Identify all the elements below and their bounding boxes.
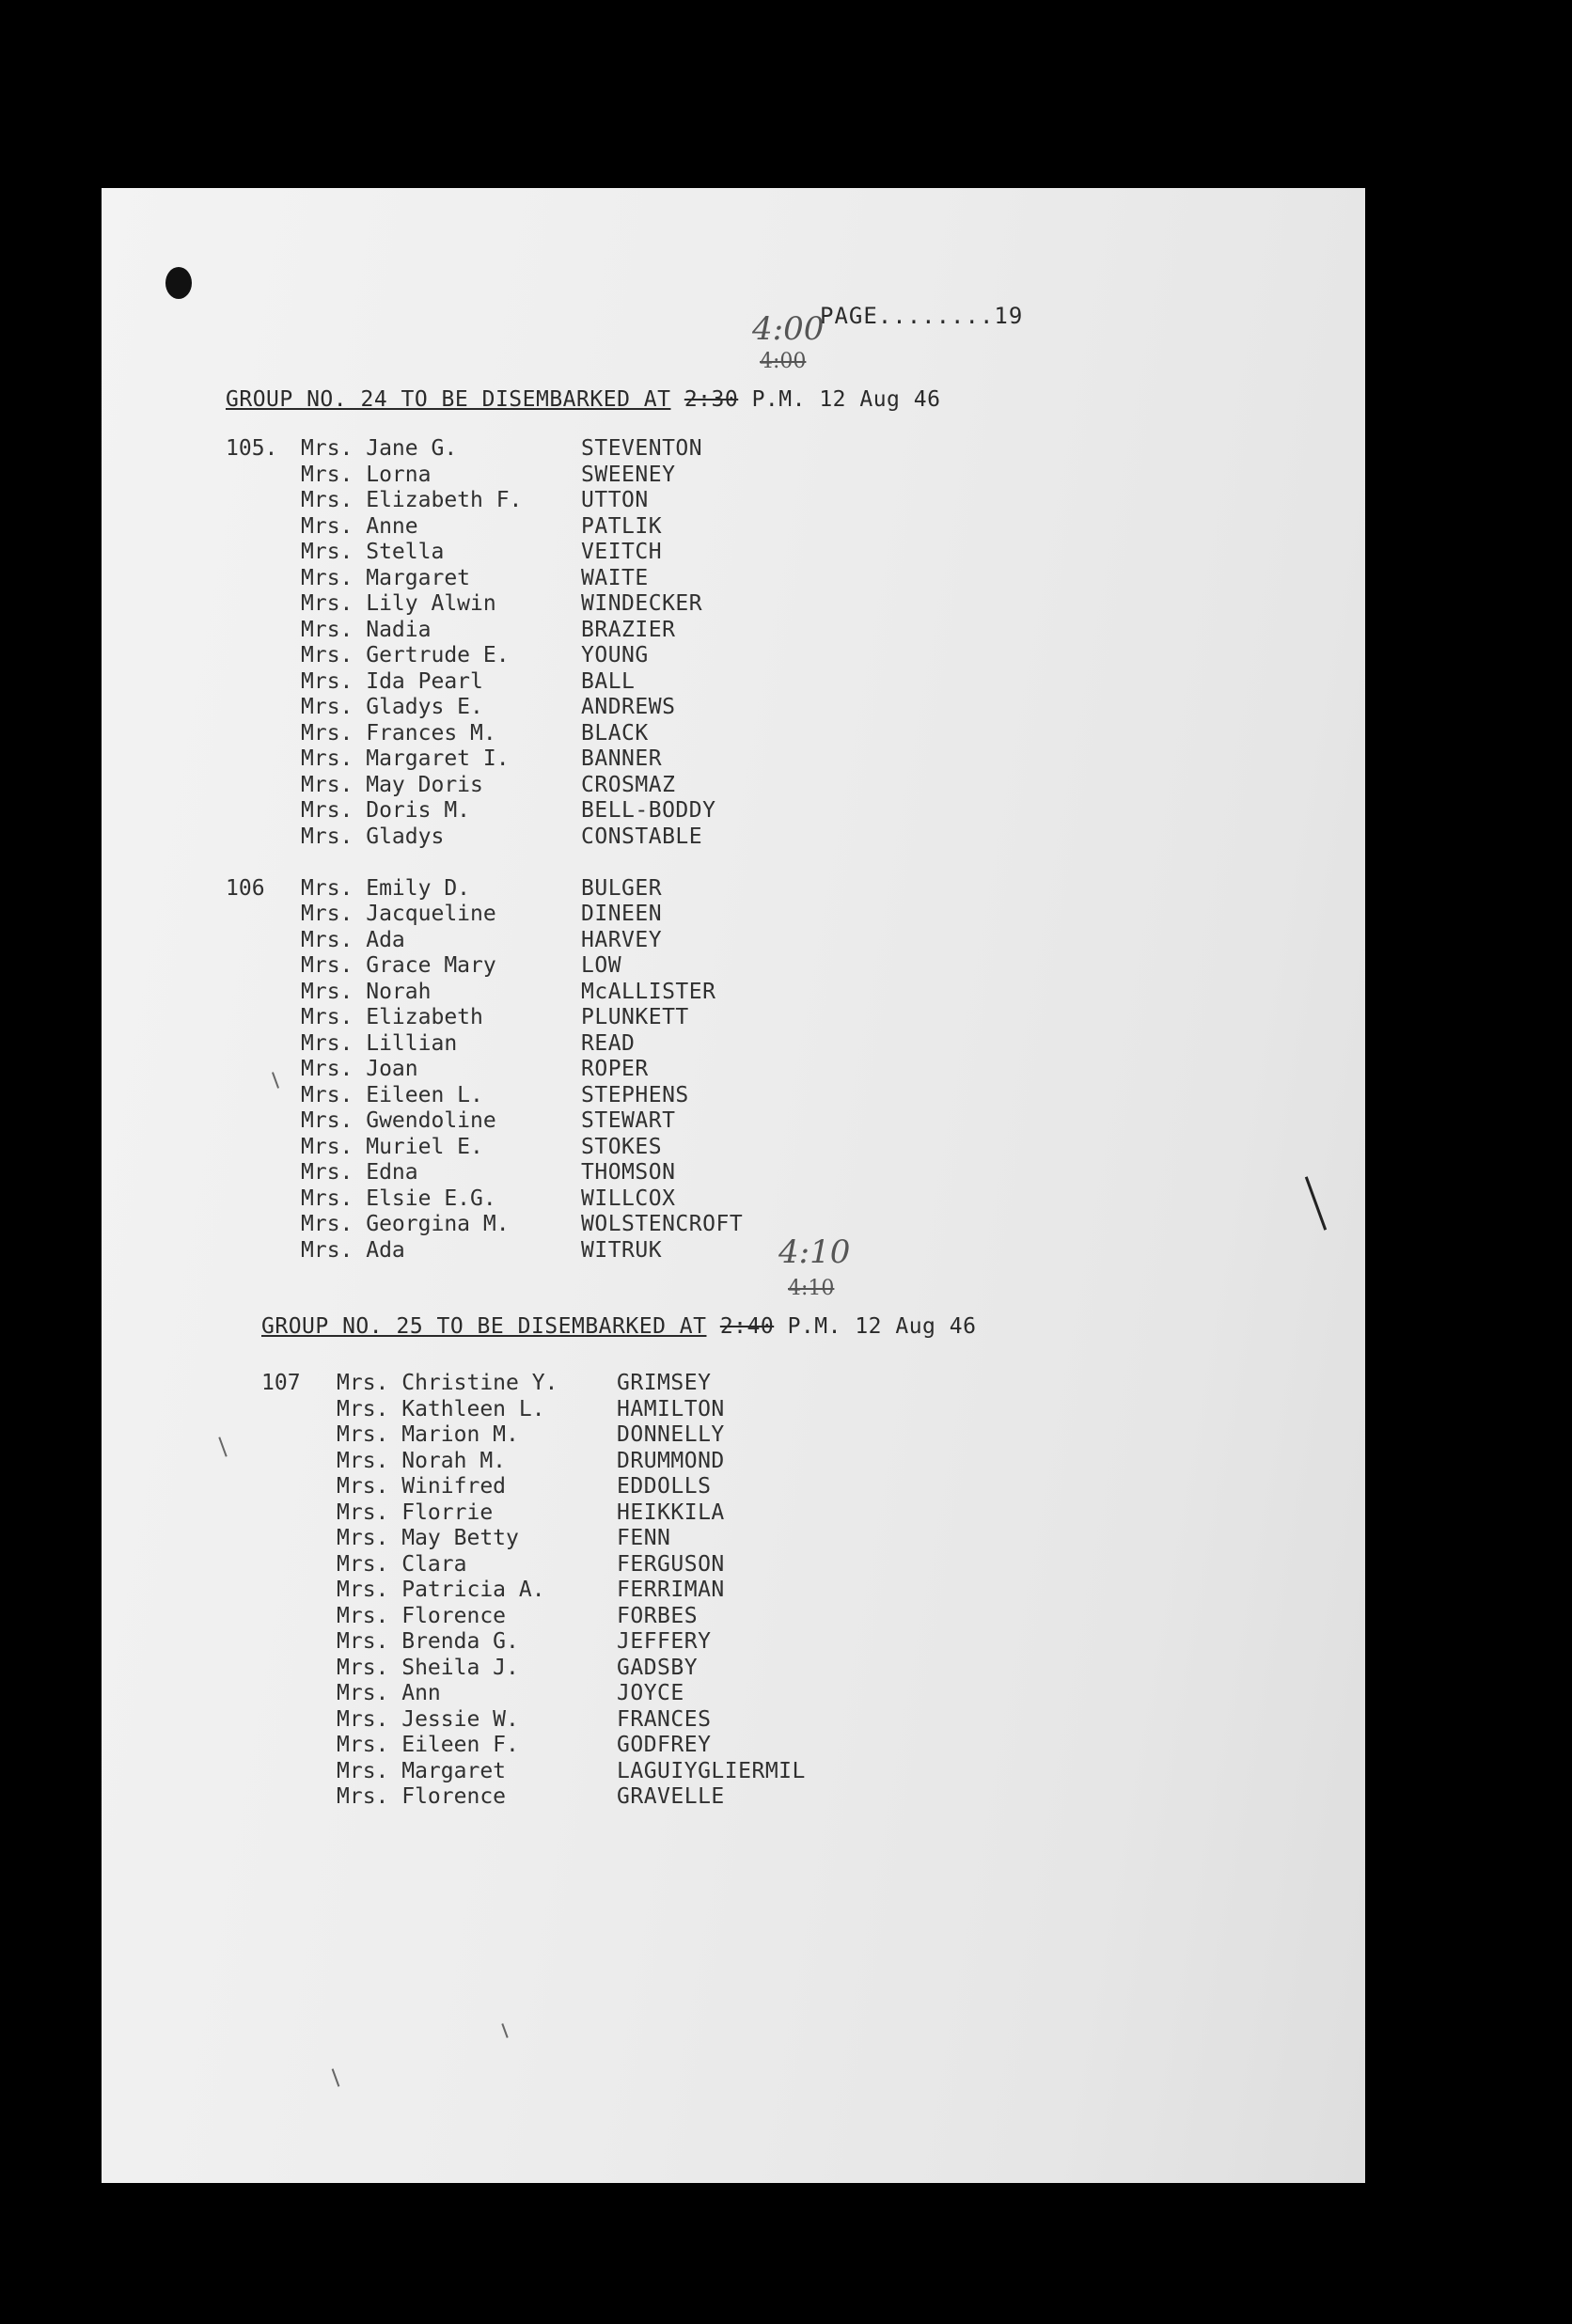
entry-surname: ROPER [581, 1057, 649, 1081]
list-item [261, 1449, 1014, 1475]
list-item [226, 928, 978, 954]
entry-surname: FRANCES [617, 1706, 712, 1732]
entry-given-name: Mrs. Muriel E. [301, 1134, 483, 1159]
list-item [226, 824, 978, 851]
entry-surname: STOKES [581, 1134, 663, 1159]
entry-surname: STEVENTON [581, 436, 703, 461]
entry-surname: FERGUSON [617, 1551, 725, 1577]
entry-surname: UTTON [581, 488, 649, 512]
list-item [261, 1552, 1014, 1578]
entry-surname: WILLCOX [581, 1186, 676, 1211]
list-item [261, 1371, 1014, 1397]
list-item [226, 669, 978, 696]
entry-given-name: Mrs. Georgina M. [301, 1212, 510, 1236]
entry-surname: DINEEN [581, 902, 663, 926]
entry-given-name: Mrs. Ann [337, 1681, 441, 1705]
list-item [226, 566, 978, 592]
entry-given-name: Mrs. Doris M. [301, 798, 471, 823]
list-item [226, 773, 978, 799]
list-item [226, 1057, 978, 1083]
entry-surname: GADSBY [617, 1655, 699, 1680]
entry-surname: GODFREY [617, 1733, 712, 1757]
list-item [226, 1108, 978, 1135]
group-heading-old-time: 2:40 [719, 1314, 775, 1339]
entry-number: 107 [261, 1371, 301, 1395]
entry-given-name: Mrs. Margaret [301, 565, 471, 590]
entry-given-name: Mrs. Joan [301, 1057, 418, 1081]
entry-surname: BELL-BODDY [581, 798, 716, 823]
entry-given-name: Mrs. Florrie [337, 1500, 494, 1525]
entry-given-name: Mrs. Grace Mary [301, 953, 496, 978]
list-item [226, 953, 978, 980]
punch-hole [165, 267, 192, 299]
list-item [226, 591, 978, 618]
entry-surname: BALL [581, 668, 636, 694]
group-heading-25 [261, 1314, 976, 1339]
entry-given-name: Mrs. Ida Pearl [301, 668, 483, 694]
entry-surname: THOMSON [581, 1160, 676, 1185]
list-item [261, 1397, 1014, 1423]
list-item [261, 1578, 1014, 1604]
entry-surname: FORBES [617, 1603, 699, 1628]
entry-surname: SWEENEY [581, 462, 676, 487]
entry-surname: FENN [617, 1526, 671, 1550]
entry-surname: BRAZIER [581, 617, 676, 642]
entry-given-name: Mrs. May Doris [301, 772, 483, 797]
list-item [226, 618, 978, 644]
group-heading-prefix: GROUP NO. 24 TO BE DISEMBARKED AT [226, 387, 671, 412]
list-item [226, 721, 978, 747]
group-heading-24 [226, 387, 940, 412]
entry-given-name: Mrs. Margaret I. [301, 746, 510, 771]
entry-surname: WINDECKER [581, 591, 703, 616]
entry-given-name: Mrs. Nadia [301, 617, 432, 642]
entry-surname: CROSMAZ [581, 772, 676, 797]
handwritten-time: 4:00 [752, 310, 825, 348]
entry-given-name: Mrs. Jane G. [301, 436, 458, 461]
entry-given-name: Mrs. Ada [301, 927, 405, 952]
entry-given-name: Mrs. Kathleen L. [337, 1396, 545, 1421]
list-item [261, 1656, 1014, 1682]
list-item [261, 1604, 1014, 1630]
list-item [226, 1212, 978, 1238]
entry-given-name: Mrs. Sheila J. [337, 1655, 519, 1680]
entry-surname: PATLIK [581, 513, 663, 539]
list-item [226, 436, 978, 463]
entry-surname: VEITCH [581, 540, 663, 564]
list-item [226, 1186, 978, 1213]
entry-given-name: Mrs. Lily Alwin [301, 591, 496, 616]
entry-surname: WAITE [581, 565, 649, 590]
entry-surname: McALLISTER [581, 979, 716, 1004]
entry-surname: STEWART [581, 1108, 676, 1133]
list-item [261, 1707, 1014, 1734]
list-item [226, 902, 978, 928]
list-item [226, 1083, 978, 1109]
entry-given-name: Mrs. May Betty [337, 1526, 519, 1550]
group-heading-prefix: GROUP NO. 25 TO BE DISEMBARKED AT [261, 1314, 707, 1339]
entry-given-name: Mrs. Clara [337, 1551, 467, 1577]
entry-given-name: Mrs. Lillian [301, 1030, 458, 1056]
list-item [226, 488, 978, 514]
list-item [226, 643, 978, 669]
list-item [261, 1422, 1014, 1449]
entry-given-name: Mrs. Christine Y. [337, 1371, 558, 1395]
list-item [226, 695, 978, 721]
entry-given-name: Mrs. Norah [301, 979, 432, 1004]
struck-time: 4:10 [788, 1277, 835, 1300]
entry-surname: HAMILTON [617, 1396, 725, 1421]
list-item [226, 463, 978, 489]
entry-surname: STEPHENS [581, 1082, 689, 1107]
list-item [226, 540, 978, 566]
entry-given-name: Mrs. Florence [337, 1784, 507, 1809]
page-number: PAGE........19 [820, 303, 1024, 329]
group-heading-old-time: 2:30 [684, 387, 739, 412]
entry-surname: PLUNKETT [581, 1005, 689, 1029]
entry-surname: EDDOLLS [617, 1474, 712, 1499]
entry-given-name: Mrs. Margaret [337, 1758, 507, 1783]
list-item [261, 1784, 1014, 1811]
list-item [226, 1135, 978, 1161]
list-item [226, 1031, 978, 1058]
entry-surname: YOUNG [581, 643, 649, 667]
list-item [261, 1500, 1014, 1527]
entry-given-name: Mrs. Emily D. [301, 875, 471, 901]
entry-surname: CONSTABLE [581, 824, 703, 849]
entry-given-name: Mrs. Gladys E. [301, 695, 483, 719]
list-item [261, 1629, 1014, 1656]
entry-given-name: Mrs. Eileen L. [301, 1082, 483, 1107]
group-heading-suffix: P.M. 12 Aug 46 [787, 1314, 977, 1339]
entry-given-name: Mrs. Jessie W. [337, 1706, 519, 1732]
entry-given-name: Mrs. Ada [301, 1237, 405, 1263]
entry-number: 106 [226, 875, 265, 901]
entry-list-group-24 [226, 436, 978, 1264]
list-item [261, 1526, 1014, 1552]
entry-given-name: Mrs. Lorna [301, 462, 432, 487]
entry-surname: JEFFERY [617, 1629, 712, 1654]
list-item [226, 1238, 978, 1264]
entry-surname: GRIMSEY [617, 1371, 712, 1395]
entry-surname: HEIKKILA [617, 1500, 725, 1525]
entry-given-name: Mrs. Jacqueline [301, 902, 496, 926]
entry-given-name: Mrs. Eileen F. [337, 1733, 519, 1757]
entry-surname: BULGER [581, 875, 663, 901]
entry-surname: DRUMMOND [617, 1448, 725, 1473]
list-item [261, 1759, 1014, 1785]
list-item [261, 1474, 1014, 1500]
entry-list-group-25 [261, 1371, 1014, 1811]
entry-surname: GRAVELLE [617, 1784, 725, 1809]
entry-surname: LOW [581, 953, 622, 978]
entry-given-name: Mrs. Norah M. [337, 1448, 507, 1473]
entry-given-name: Mrs. Gladys [301, 824, 445, 849]
list-item [226, 980, 978, 1006]
entry-surname: BANNER [581, 746, 663, 771]
entry-surname: DONNELLY [617, 1422, 725, 1447]
struck-time: 4:00 [760, 350, 807, 373]
entry-given-name: Mrs. Anne [301, 513, 418, 539]
entry-surname: READ [581, 1030, 636, 1056]
entry-given-name: Mrs. Winifred [337, 1474, 507, 1499]
list-item [226, 876, 978, 903]
list-item [226, 850, 978, 876]
entry-given-name: Mrs. Stella [301, 540, 445, 564]
entry-surname: WOLSTENCROFT [581, 1212, 744, 1236]
list-item [226, 1160, 978, 1186]
list-item [226, 514, 978, 541]
entry-given-name: Mrs. Gwendoline [301, 1108, 496, 1133]
handwritten-time: 4:10 [778, 1233, 851, 1271]
entry-surname: WITRUK [581, 1237, 663, 1263]
entry-surname: HARVEY [581, 927, 663, 952]
entry-surname: BLACK [581, 720, 649, 746]
group-heading-suffix: P.M. 12 Aug 46 [751, 387, 941, 412]
entry-surname: LAGUIYGLIERMIL [617, 1758, 806, 1783]
entry-given-name: Mrs. Marion M. [337, 1422, 519, 1447]
entry-number: 105. [226, 436, 278, 461]
entry-given-name: Mrs. Brenda G. [337, 1629, 519, 1654]
list-item [261, 1733, 1014, 1759]
entry-given-name: Mrs. Frances M. [301, 720, 496, 746]
entry-given-name: Mrs. Edna [301, 1160, 418, 1185]
entry-surname: FERRIMAN [617, 1578, 725, 1602]
entry-given-name: Mrs. Elizabeth [301, 1005, 483, 1029]
entry-given-name: Mrs. Florence [337, 1603, 507, 1628]
entry-surname: JOYCE [617, 1681, 684, 1705]
list-item [261, 1681, 1014, 1707]
list-item [226, 746, 978, 773]
entry-given-name: Mrs. Elsie E.G. [301, 1186, 496, 1211]
entry-given-name: Mrs. Elizabeth F. [301, 488, 523, 512]
entry-given-name: Mrs. Gertrude E. [301, 643, 510, 667]
list-item [226, 798, 978, 824]
entry-given-name: Mrs. Patricia A. [337, 1578, 545, 1602]
entry-surname: ANDREWS [581, 695, 676, 719]
list-item [226, 1005, 978, 1031]
